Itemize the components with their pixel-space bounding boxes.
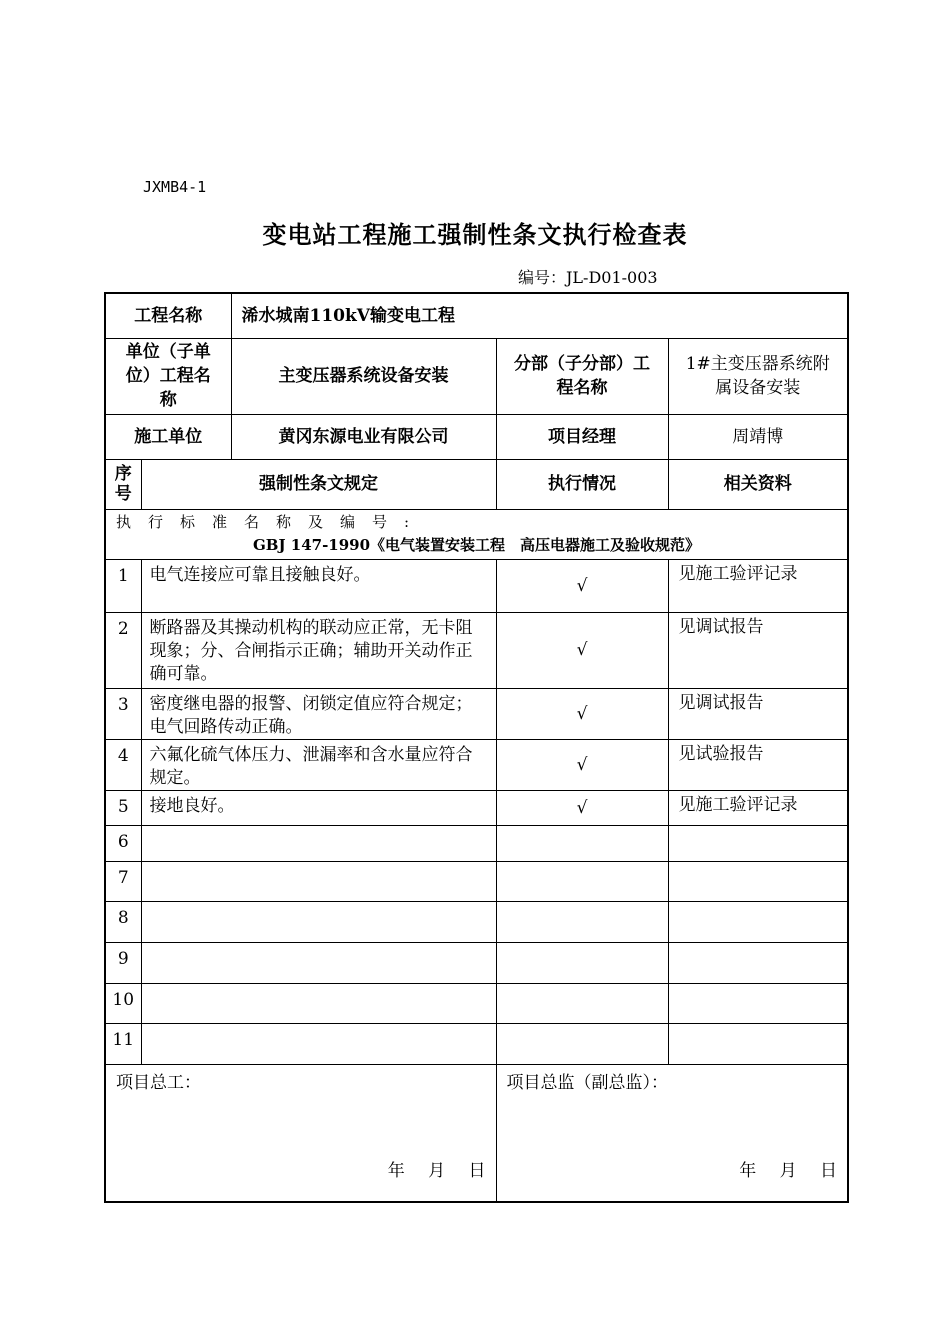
row-number: 10 [105,983,141,1023]
row-number: 2 [105,612,141,688]
chief-engineer-date: 年 月 日 [387,1161,486,1181]
table-row [105,739,848,790]
project-name-label: 工程名称 [105,293,231,338]
row-docs [668,942,848,983]
row-status: √ [496,790,668,825]
row-status: √ [496,612,668,688]
row-status [496,861,668,901]
column-header-row [105,459,848,509]
project-manager-value: 周靖博 [668,414,848,459]
row-clause: 断路器及其操动机构的联动应正常，无卡阻现象；分、合闸指示正确；辅助开关动作正确可靠。 [141,612,496,688]
row-clause: 六氟化硫气体压力、泄漏率和含水量应符合规定。 [141,739,496,790]
table-row [105,612,848,688]
unit-row [105,338,848,414]
row-status: √ [496,688,668,739]
row-number: 6 [105,825,141,861]
row-docs: 见施工验评记录 [668,790,848,825]
contractor-label: 施工单位 [105,414,231,459]
row-docs [668,861,848,901]
row-status [496,825,668,861]
row-number: 8 [105,901,141,942]
project-name-row [105,293,848,338]
chief-engineer-label: 项目总工： [116,1072,201,1093]
contractor-value: 黄冈东源电业有限公司 [231,414,496,459]
row-clause [141,861,496,901]
table-row [105,901,848,942]
chief-supervisor-date: 年 月 日 [739,1161,838,1181]
row-docs: 见调试报告 [668,688,848,739]
table-row [105,1023,848,1064]
row-number: 3 [105,688,141,739]
table-row [105,983,848,1023]
unit-project-value: 主变压器系统设备安装 [231,338,496,414]
table-row [105,790,848,825]
standard-cell [105,509,848,559]
table-row [105,942,848,983]
row-number: 4 [105,739,141,790]
row-clause: 密度继电器的报警、闭锁定值应符合规定；电气回路传动正确。 [141,688,496,739]
row-clause: 接地良好。 [141,790,496,825]
row-docs [668,983,848,1023]
row-status: √ [496,559,668,612]
col-docs-header: 相关资料 [668,459,848,509]
row-docs: 见调试报告 [668,612,848,688]
page-title: 变电站工程施工强制性条文执行检查表 [262,220,688,249]
row-clause [141,983,496,1023]
sub-project-value: 1#主变压器系统附属设备安装 [668,338,848,414]
row-status [496,983,668,1023]
chief-supervisor-label: 项目总监（副总监）： [506,1072,668,1093]
table-row [105,559,848,612]
project-name-value: 浠水城南110kV输变电工程 [231,293,848,338]
row-status [496,942,668,983]
document-number: 编号：JL-D01-003 [518,268,658,287]
row-docs [668,825,848,861]
contractor-row [105,414,848,459]
col-clause-header: 强制性条文规定 [141,459,496,509]
sub-project-label: 分部（子分部）工程名称 [496,338,668,414]
row-status: √ [496,739,668,790]
unit-project-label: 单位（子单位）工程名称 [105,338,231,414]
table-row [105,861,848,901]
row-status [496,901,668,942]
row-status [496,1023,668,1064]
row-docs: 见施工验评记录 [668,559,848,612]
row-clause: 电气连接应可靠且接触良好。 [141,559,496,612]
col-seq-header: 序号 [105,459,141,509]
standard-name: GBJ 147-1990《电气装置安装工程 高压电器施工及验收规范》 [252,536,701,554]
row-clause [141,901,496,942]
row-clause [141,942,496,983]
table-row [105,688,848,739]
row-clause [141,825,496,861]
row-number: 7 [105,861,141,901]
standard-heading: 执行标准名称及编号: [116,513,427,531]
table-row [105,825,848,861]
row-docs: 见试验报告 [668,739,848,790]
row-number: 9 [105,942,141,983]
row-number: 11 [105,1023,141,1064]
row-clause [141,1023,496,1064]
row-docs [668,1023,848,1064]
chief-supervisor-signature [496,1064,848,1202]
row-number: 1 [105,559,141,612]
chief-engineer-signature [105,1064,496,1202]
form-code: JXMB4-1 [143,178,207,196]
inspection-table [104,292,849,1203]
row-docs [668,901,848,942]
signature-row [105,1064,848,1202]
col-status-header: 执行情况 [496,459,668,509]
row-number: 5 [105,790,141,825]
project-manager-label: 项目经理 [496,414,668,459]
standard-row [105,509,848,559]
